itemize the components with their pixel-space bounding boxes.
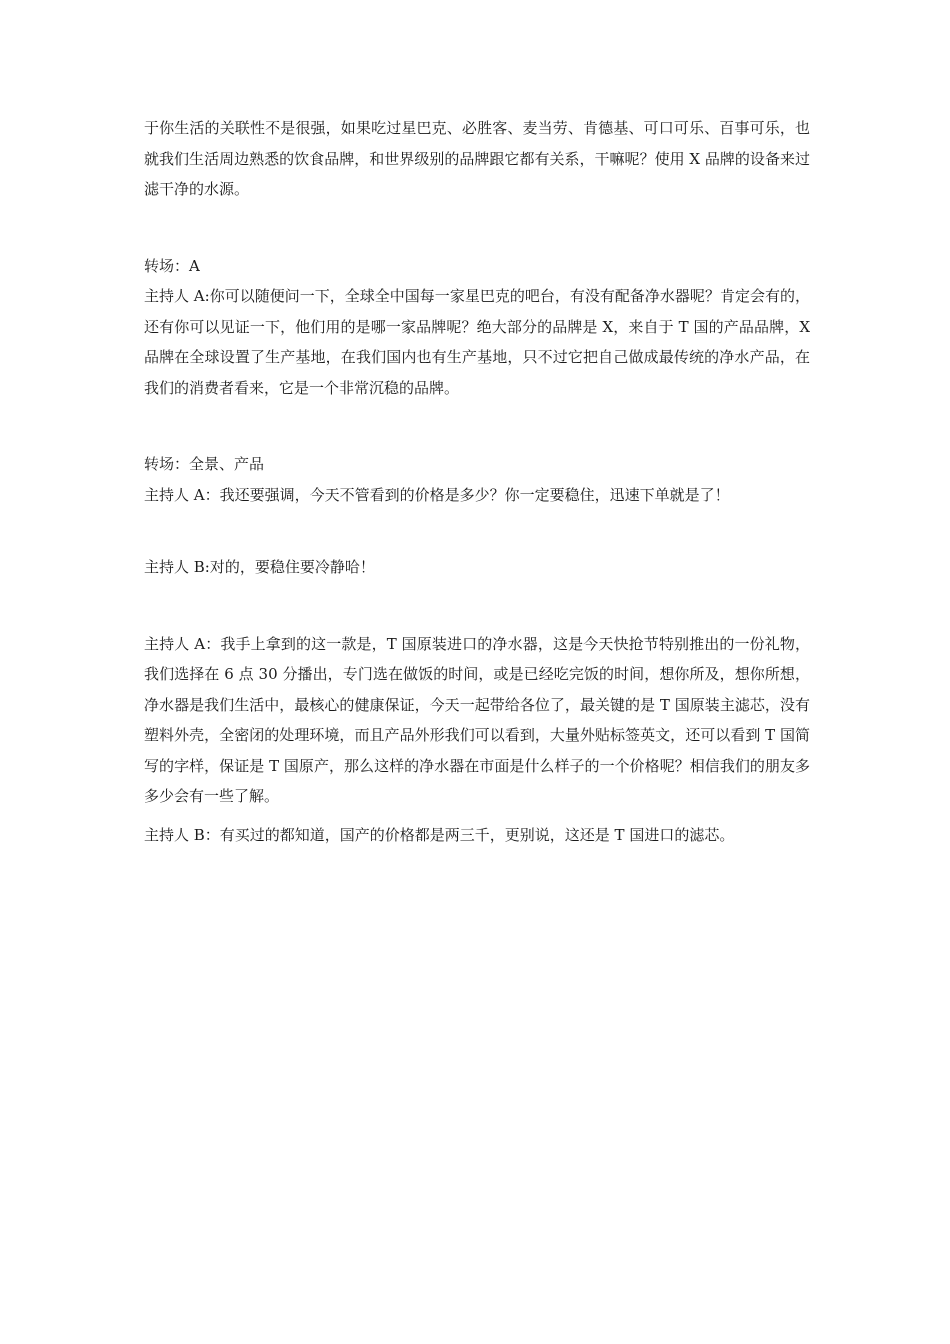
host-a-starbucks-paragraph: 主持人 A:你可以随便问一下，全球全中国每一家星巴克的吧台，有没有配备净水器呢？肯定会有的，还有你可以见证一下，他们用的是哪一家品牌呢？绝大部分的品牌是 X，来自于 T 国的产品品牌，X 品牌在全球设置了生产基地，在我们国内也有生产基地，只不过它把自己做成最传统的净水产品，在我们的消费者看来，它是一个非常沉稳的品牌。 [144, 287, 810, 397]
host-b-reply-paragraph: 主持人 B:对的，要稳住要冷静哈！ [144, 558, 375, 576]
paragraph-intro: 于你生活的关联性不是很强，如果吃过星巴克、必胜客、麦当劳、肯德基、可口可乐、百事可乐，也就我们生活周边熟悉的饮食品牌，和世界级别的品牌跟它都有关系，干嘛呢？使用 X 品牌的设备来过滤干净的水源。 [144, 119, 810, 198]
paragraph-spacer [144, 205, 810, 251]
host-b-price-paragraph: 主持人 B：有买过的都知道，国产的价格都是两三千，更别说，这还是 T 国进口的滤芯。 [144, 825, 735, 844]
paragraph-spacer [144, 812, 810, 820]
document-body [144, 113, 810, 850]
host-a-product-paragraph: 主持人 A：我手上拿到的这一款是，T 国原装进口的净水器，这是今天快抢节特别推出的一份礼物，我们选择在 6 点 30 分播出，专门选在做饭的时间，或是已经吃完饭的时间，想你所及，想你所想，净水器是我们生活中，最核心的健康保证，今天一起带给各位了，最关键的是 T 国原装主滤芯，没有塑料外壳，全密闭的处理环境，而且产品外形我们可以看到，大量外贴标签英文，还可以看到 T 国简写的字样，保证是 T 国原产，那么这样的净水器在市面是什么样子的一个价格呢？相信我们的朋友多多少会有一些了解。 [144, 634, 810, 805]
paragraph-spacer [144, 510, 810, 552]
paragraph-spacer [144, 583, 810, 629]
scene-transition-panorama: 转场：全景、产品 [144, 455, 265, 473]
paragraph-spacer [144, 403, 810, 449]
host-a-price-paragraph: 主持人 A：我还要强调，今天不管看到的价格是多少？你一定要稳住，迅速下单就是了！ [144, 485, 730, 504]
scene-transition-a: 转场：A [144, 256, 200, 275]
